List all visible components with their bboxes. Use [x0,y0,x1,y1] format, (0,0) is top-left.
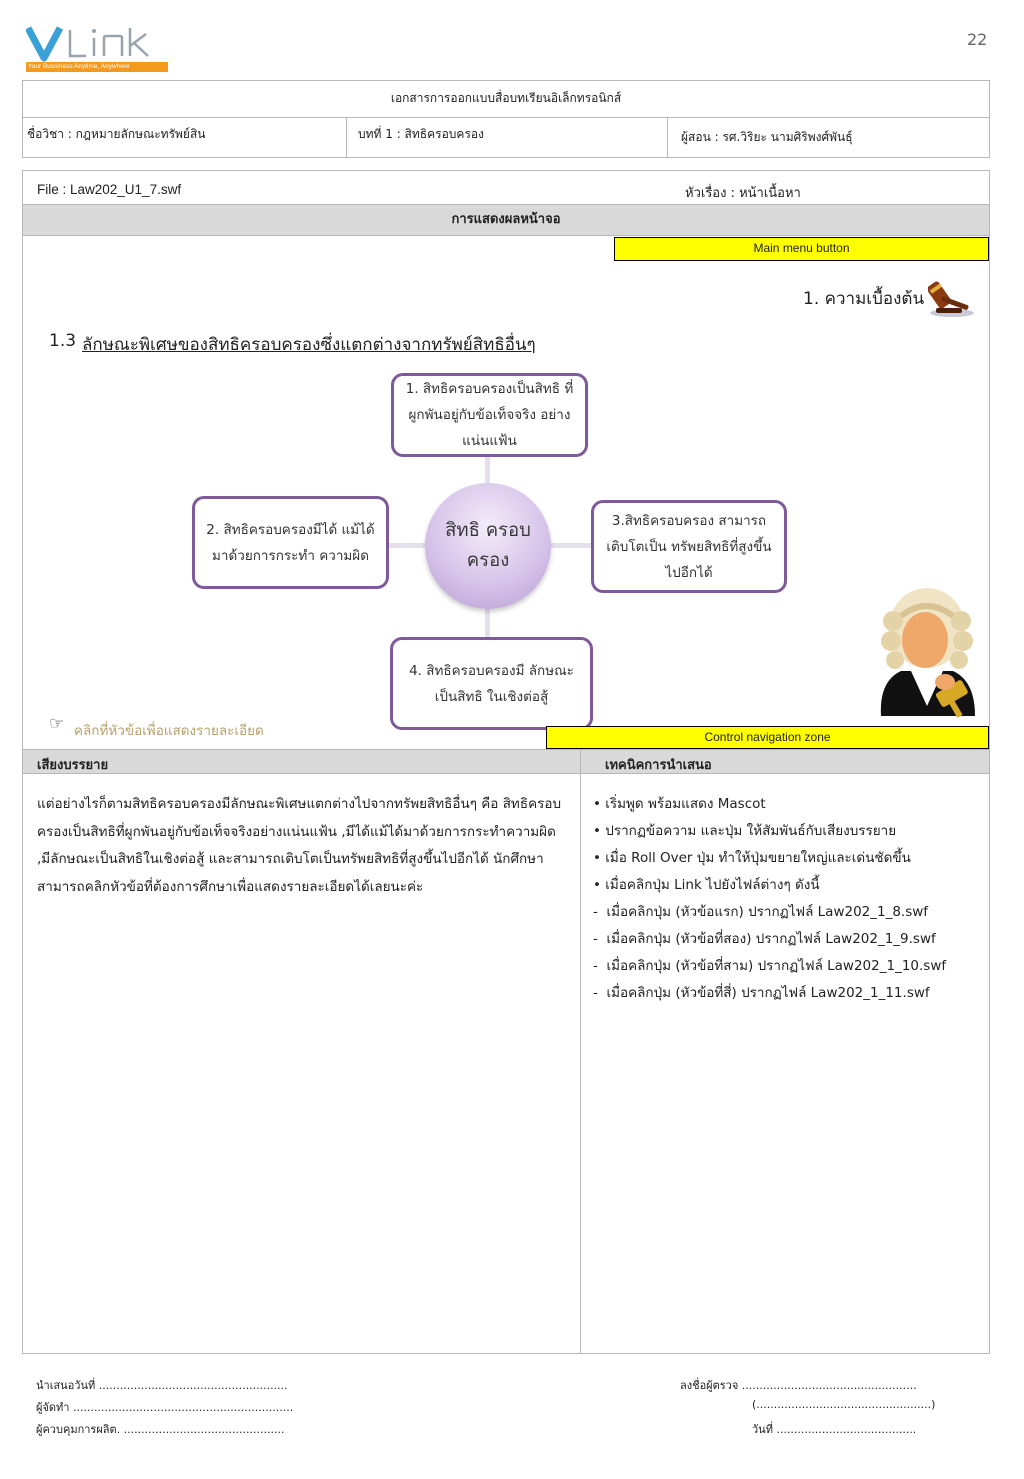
lower-section-header [23,749,989,774]
chapter-cell: บทที่ 1 : สิทธิครอบครอง [348,117,668,157]
subject-cell: ชื่อวิชา : กฎหมายลักษณะทรัพย์สิน [23,117,347,157]
hand-pointer-icon: ☞ [49,714,65,734]
production-supervisor-field: ผู้ควบคุมการผลิต. .............................................. [36,1423,285,1436]
technique-bullet-text: เริ่มพูด พร้อมแสดง Mascot [605,796,766,812]
connector-right [550,543,594,548]
technique-dash-item: - เมื่อคลิกปุ่ม (หัวข้อแรก) ปรากฏไฟล์ Law202_1_8.swf [593,904,929,920]
center-node-label: สิทธิ ครอบครอง [445,520,531,571]
technique-bullet: • เริ่มพูด พร้อมแสดง Mascot [593,796,766,812]
center-node-possession-right [425,483,551,609]
technique-dash-text: เมื่อคลิกปุ่ม (หัวข้อแรก) ปรากฏไฟล์ Law202_1_8.swf [606,904,929,920]
technique-bullet: • เมื่อ Roll Over ปุ่ม ทำให้ปุ่มขยายใหญ่และเด่นชัดขึ้น [593,850,911,866]
narration-title: เสียงบรรยาย [37,758,109,773]
column-divider [580,749,581,1353]
technique-dash-item: - เมื่อคลิกปุ่ม (หัวข้อที่สาม) ปรากฏไฟล์ Law202_1_10.swf [593,958,947,974]
technique-bullet-text: ปรากฏข้อความ และปุ่ม ให้สัมพันธ์กับเสียงบรรยาย [605,823,897,839]
reviewer-signature-field: ลงชื่อผู้ตรวจ .................................................. [680,1379,917,1392]
main-menu-button[interactable]: Main menu button [614,237,989,261]
gavel-icon [928,278,978,318]
control-navigation-zone[interactable]: Control navigation zone [546,726,989,749]
technique-dash-text: เมื่อคลิกปุ่ม (หัวข้อที่สี่) ปรากฏไฟล์ Law202_1_11.swf [606,985,930,1001]
technique-bullet: • เมื่อคลิกปุ่ม Link ไปยังไฟล์ต่างๆ ดังนี้ [593,877,820,893]
technique-bullet-text: เมื่อ Roll Over ปุ่ม ทำให้ปุ่มขยายใหญ่และเด่นชัดขึ้น [605,850,911,866]
narration-text: แต่อย่างไรก็ตามสิทธิครอบครองมีลักษณะพิเศษแตกต่างไปจากทรัพยสิทธิอื่นๆ คือ สิทธิครอบครองเป็นสิทธิที่ผูกพันอยู่กับข้อเท็จจริงอย่างแน่นแฟ้น ,มีได้แม้ได้มาด้วยการกระทำความผิด ,มีลักษณะเป็นสิทธิในเชิงต่อสู้ และสามารถเติบโตเป็นทรัพยสิทธิที่สูงขึ้นไปอีกได้ นักศึกษาสามารถคลิกหัวข้อที่ต้องการศึกษาเพื่อแสดงรายละเอียดได้เลยนะค่ะ [37,796,562,895]
judge-mascot-icon [871,586,983,721]
date-field: วันที่ ........................................ [752,1423,917,1436]
connector-left [386,543,426,548]
topic-node-1[interactable]: 1. สิทธิครอบครองเป็นสิทธิ ที่ผูกพันอยู่กับข้อเท็จจริง อย่างแน่นแฟ้น [391,373,588,457]
prepared-by-field: ผู้จัดทำ ............................................................... [36,1401,294,1414]
technique-dash-text: เมื่อคลิกปุ่ม (หัวข้อที่สอง) ปรากฏไฟล์ Law202_1_9.swf [606,931,936,947]
subtitle-number: 1.3 [49,331,77,351]
technique-title: เทคนิคการนำเสนอ [605,758,712,773]
click-hint: คลิกที่หัวข้อเพื่อแสดงรายละเอียด [74,723,264,739]
technique-dash-item: - เมื่อคลิกปุ่ม (หัวข้อที่สอง) ปรากฏไฟล์ Law202_1_9.swf [593,931,936,947]
connector-bottom [485,605,490,639]
page-number: 22 [967,30,988,49]
topic-node-3[interactable]: 3.สิทธิครอบครอง สามารถเติบโตเป็น ทรัพยสิทธิที่สูงขึ้นไปอีกได้ [591,500,787,593]
technique-bullet-text: เมื่อคลิกปุ่ม Link ไปยังไฟล์ต่างๆ ดังนี้ [605,877,820,893]
file-name: File : Law202_U1_7.swf [37,182,182,197]
instructor-cell: ผู้สอน : รศ.วิริยะ นามศิริพงศ์พันธุ์ [681,130,853,144]
technique-list [593,791,983,1007]
logo-tagline: Your Bussiness Anytime, Anywhere [28,63,130,70]
header-table [22,80,990,158]
vlink-logo [26,22,171,74]
connector-top [485,455,490,485]
presented-date-field: นำเสนอวันที่ ...................................................... [36,1379,288,1392]
topic-node-4[interactable]: 4. สิทธิครอบครองมี ลักษณะเป็นสิทธิ ในเชิงต่อสู้ [390,637,593,730]
section-heading: 1. ความเบื้องต้น [803,289,925,309]
document-title: เอกสารการออกแบบสื่อบทเรียนอิเล็กทรอนิกส์ [23,81,989,118]
topic-node-2[interactable]: 2. สิทธิครอบครองมีได้ แม้ได้มาด้วยการกระทำ ความผิด [192,496,389,589]
reviewer-name-field: (..................................................) [752,1398,936,1411]
display-section-header [23,204,989,236]
topic-label: หัวเรื่อง : หน้าเนื้อหา [685,186,801,201]
main-frame [22,170,990,1354]
technique-bullet: • ปรากฏข้อความ และปุ่ม ให้สัมพันธ์กับเสียงบรรยาย [593,823,897,839]
technique-dash-item: - เมื่อคลิกปุ่ม (หัวข้อที่สี่) ปรากฏไฟล์ Law202_1_11.swf [593,985,930,1001]
subtitle: ลักษณะพิเศษของสิทธิครอบครองซึ่งแตกต่างจากทรัพย์สิทธิอื่นๆ [82,335,536,355]
technique-dash-text: เมื่อคลิกปุ่ม (หัวข้อที่สาม) ปรากฏไฟล์ Law202_1_10.swf [606,958,947,974]
display-section-title: การแสดงผลหน้าจอ [451,212,561,227]
